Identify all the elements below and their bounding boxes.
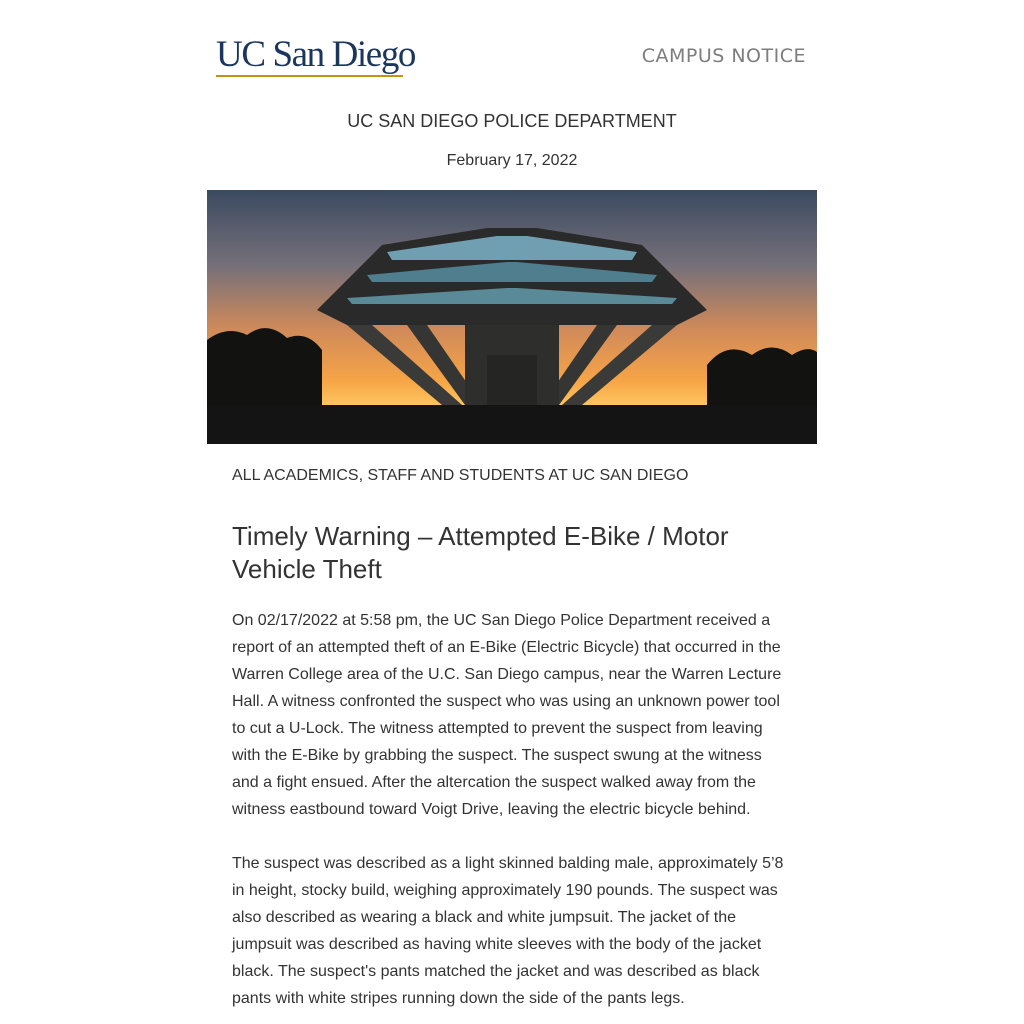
uc-san-diego-logo[interactable] (216, 34, 416, 76)
hero-image-geisel-library (207, 190, 817, 444)
campus-notice-label: CAMPUS NOTICE (641, 45, 806, 67)
notice-headline: Timely Warning – Attempted E-Bike / Motor Vehicle Theft (232, 521, 729, 584)
body-paragraph-1: On 02/17/2022 at 5:58 pm, the UC San Diego Police Department received a report of an attempted theft of an E-Bike (Electric Bicycle) that occurred in the Warren College area of the U.C. San Diego campus, near the Warren Lecture Hall. A witness confronted the suspect who was using an unknown power tool to cut a U-Lock. The witness attempted to prevent the suspect from leaving with the E-Bike by grabbing the suspect. The suspect swung at the witness and a fight ensued. After the altercation the suspect walked away from the witness eastbound toward Voigt Drive, leaving the electric bicycle behind. (232, 612, 782, 818)
notice-date: February 17, 2022 (446, 152, 578, 169)
email-header (207, 30, 817, 90)
audience-line: ALL ACADEMICS, STAFF AND STUDENTS AT UC SAN DIEGO (232, 467, 689, 484)
library-illustration (207, 190, 817, 444)
department-name: UC SAN DIEGO POLICE DEPARTMENT (347, 111, 677, 131)
logo-underline (216, 75, 403, 77)
logo-wordmark: UC San Diego (216, 34, 416, 75)
body-paragraph-2: The suspect was described as a light skinned balding male, approximately 5’8 in height, stocky build, weighing approximately 190 pounds. The suspect was also described as wearing a black and white jumpsuit. The jacket of the jumpsuit was described as having white sleeves with the body of the jacket black. The suspect's pants matched the jacket and was described as black pants with white stripes running down the side of the pants legs. (232, 855, 784, 1007)
